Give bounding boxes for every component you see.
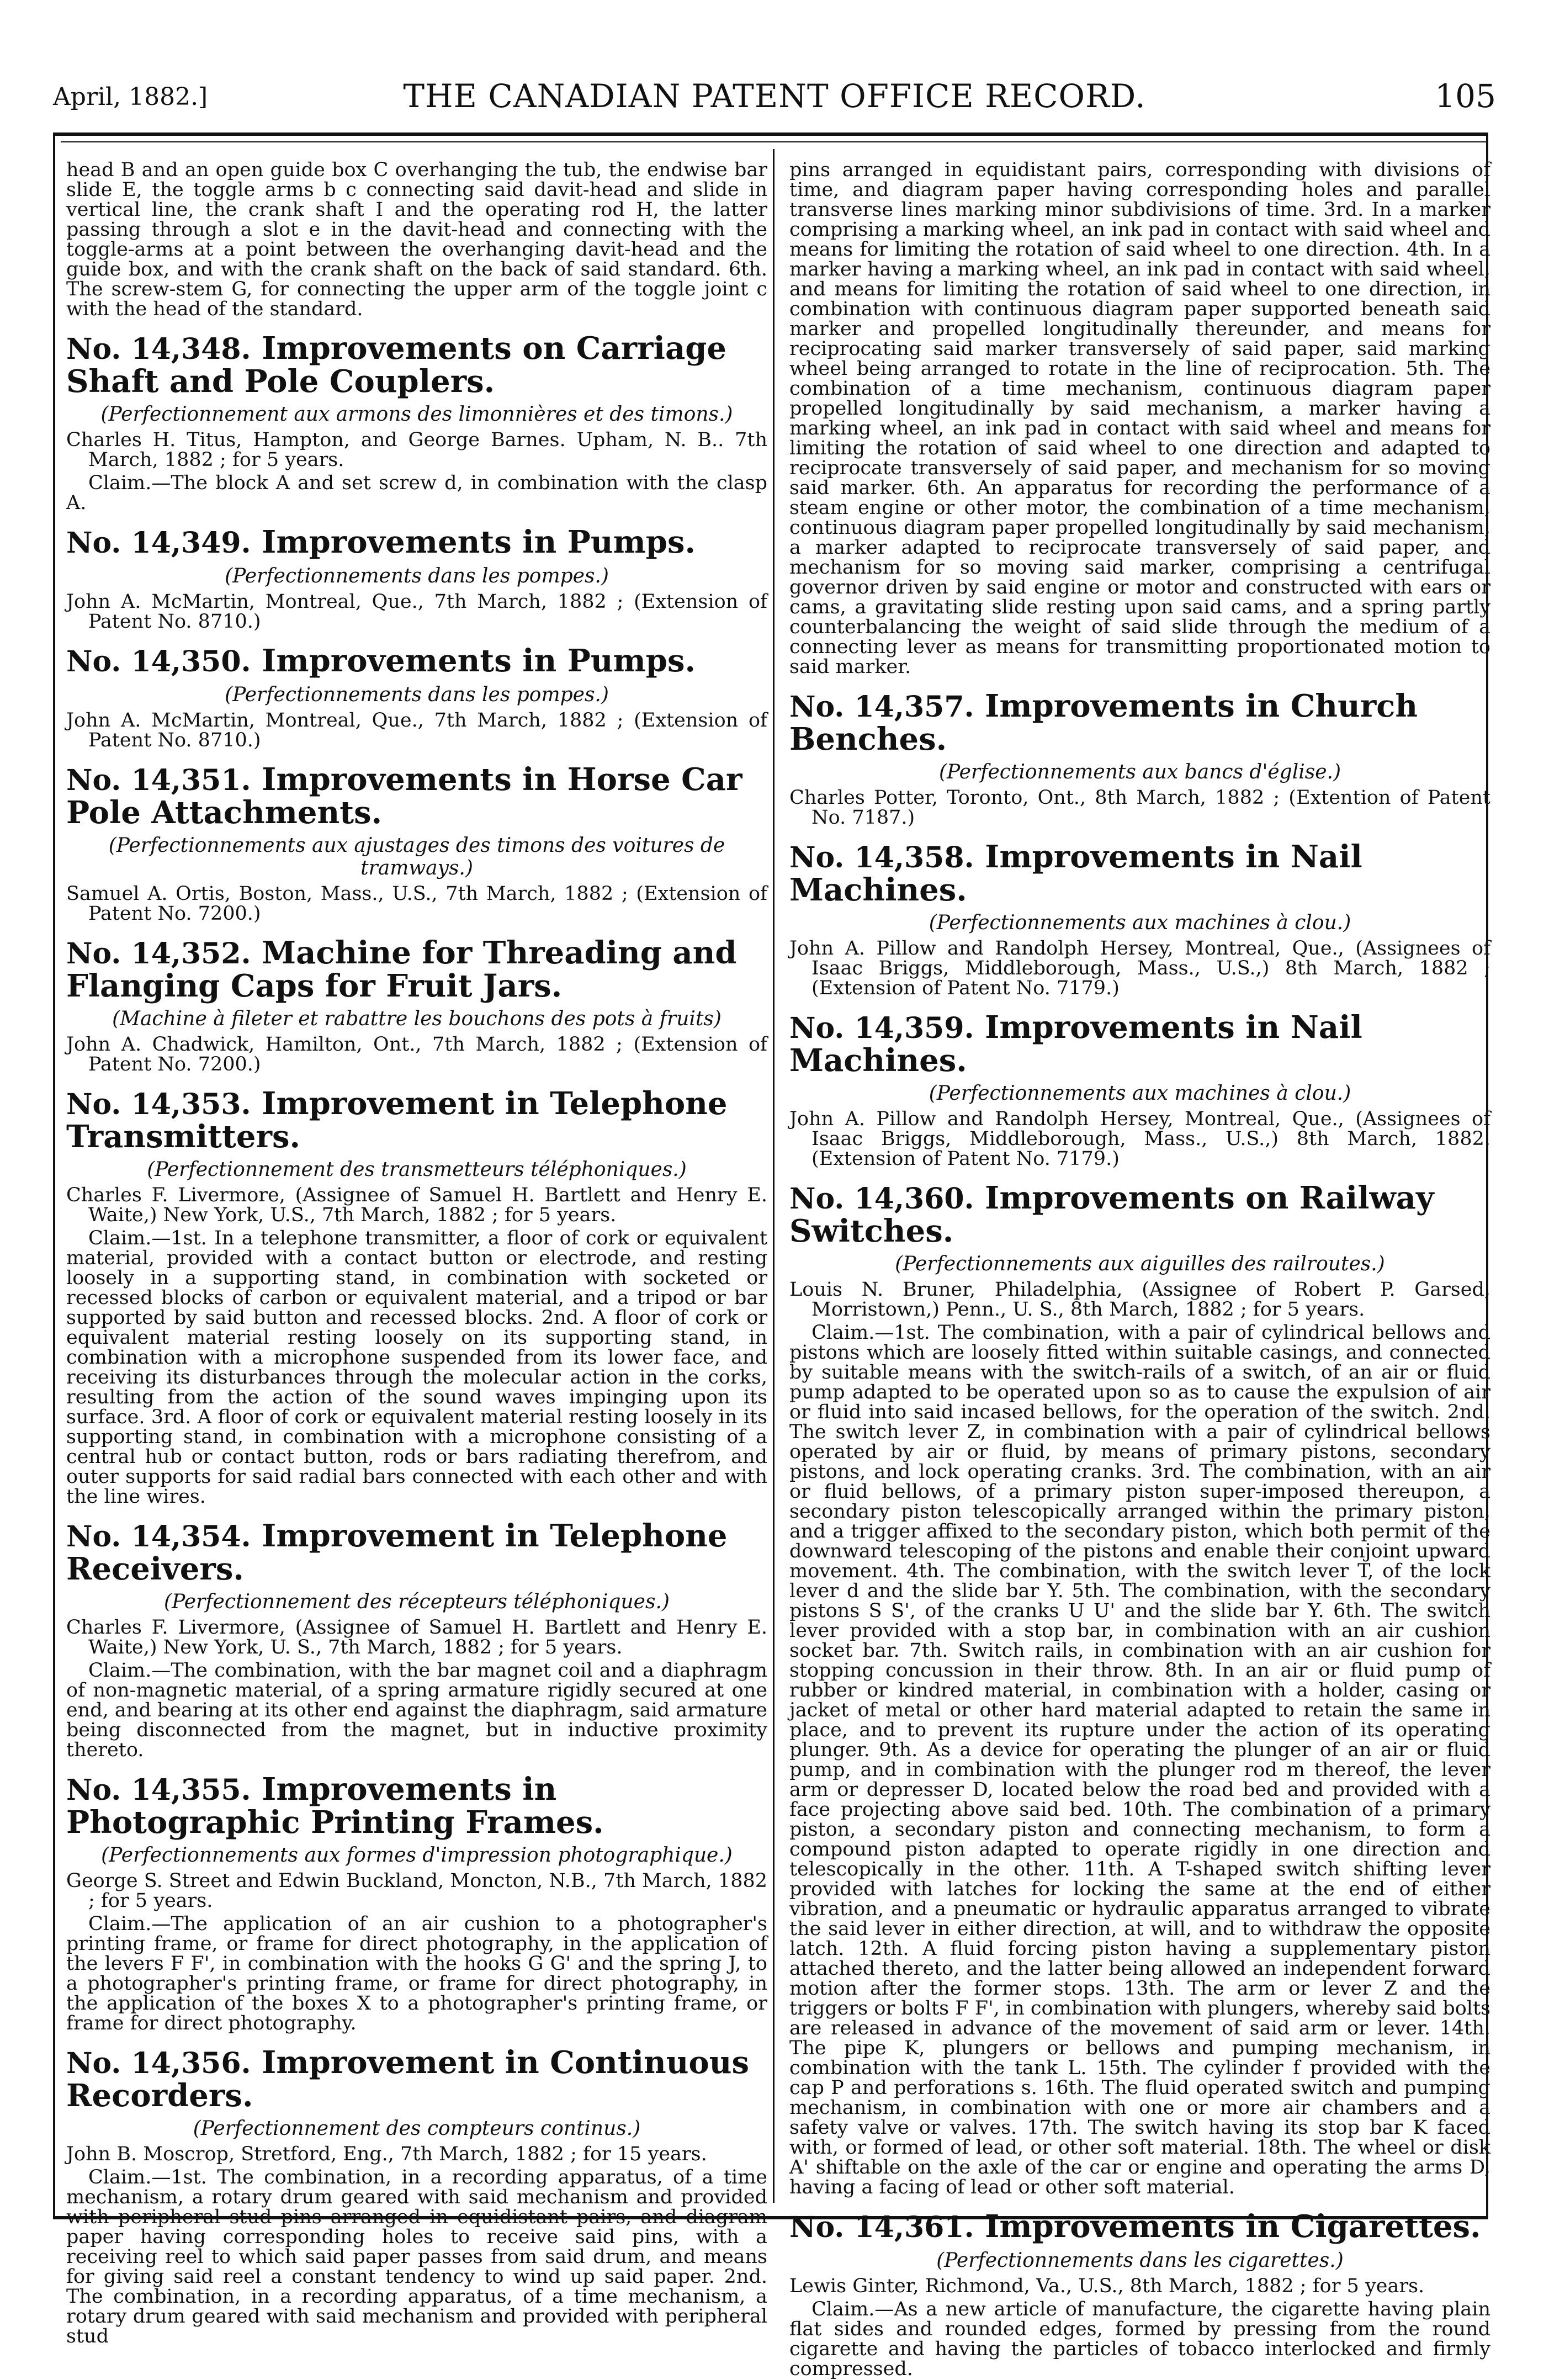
french-title: (Perfectionnements dans les cigarettes.): [936, 2249, 1344, 2272]
inventor-line: John B. Moscrop, Stretford, Eng., 7th March, 1882 ; for 15 years.: [66, 2143, 707, 2165]
patent-title: Improvements in Photographic Printing Frames.: [66, 1771, 604, 1841]
inventor-line: Charles F. Livermore, (Assignee of Samuel H. Bartlett and Henry E. Waite,) New York, U. S., 7th March, 1882 ; for 5 years.: [66, 1616, 767, 1658]
french-title: (Perfectionnements dans les pompes.): [225, 565, 609, 587]
patent-heading: [789, 1011, 1490, 1077]
continued-claim-text: pins arranged in equidistant pairs, corresponding with divisions of time, and diagram paper having corresponding holes and parallel transverse lines marking minor subdivisions of time. 3rd. In a marker comprising a marking wheel, an ink pad in contact with said wheel and means for limiting the rotation of said wheel to one direction. 4th. In a marker having a marking wheel, an ink pad in contact with said wheel, and means for limiting the rotation of said wheel to one direction, in combination with continuous diagram paper supported beneath said marker and propelled longitudinally thereunder, and means for reciprocating said marker transversely of said paper, said marking wheel being arranged to rotate in the line of reciprocation. 5th. The combination of a time mechanism, continuous diagram paper propelled longitudinally by said mechanism, a marker having a marking wheel, an ink pad in contact with said wheel and means for limiting the rotation of said wheel to one direction and adapted to reciprocate transversely of said paper, and mechanism for so moving said marker. 6th. An apparatus for recording the performance of a steam engine or other motor, the combination of a time mechanism, continuous diagram paper propelled longitudinally by said mechanism, a marker adapted to reciprocate transversely of said paper, and mechanism for so moving said marker, comprising a centrifugal governor driven by said engine or motor and constructed with ears or cams, a gravitating slide resting upon said cams, and a spring partly counterbalancing the weight of said slide through the medium of a connecting lever as means for transmitting proportionated motion to said marker.: [789, 159, 1490, 678]
patent-number: No. 14,357.: [789, 690, 974, 724]
patent-title: Improvements in Pumps.: [262, 524, 696, 560]
french-title: (Perfectionnements aux machines à clou.): [929, 1082, 1351, 1105]
publication-title: THE CANADIAN PATENT OFFICE RECORD.: [403, 77, 1146, 115]
right-entries: [789, 690, 1490, 2379]
column-divider: [773, 149, 774, 2203]
patent-title: Machine for Threading and Flanging Caps for Fruit Jars.: [66, 935, 737, 1004]
patent-entry: [66, 645, 767, 750]
patent-heading: [66, 330, 767, 400]
patent-title: Improvements in Pumps.: [262, 643, 696, 679]
patent-heading: [789, 2208, 1490, 2245]
patent-entry: [66, 2044, 767, 2347]
patent-entry: [66, 526, 767, 632]
page-header: [53, 66, 1496, 121]
patent-heading: [66, 526, 767, 559]
patent-entry: [66, 937, 767, 1074]
patent-heading: [66, 1771, 767, 1841]
patent-heading: [66, 645, 767, 678]
patent-number: No. 14,350.: [66, 645, 251, 679]
french-title: (Perfectionnements aux bancs d'église.): [938, 761, 1341, 783]
patent-number: No. 14,360.: [789, 1182, 974, 1216]
patent-number: No. 14,351.: [66, 764, 251, 797]
claim-text: Claim.—As a new article of manufacture, the cigarette having plain flat sides and rounded edges, formed by pressing from the round cigarette and having the particles of tobacco interlocked and firmly compressed.: [789, 2298, 1490, 2380]
patent-number: No. 14,355.: [66, 1773, 251, 1807]
patent-number: No. 14,359.: [789, 1011, 974, 1045]
patent-heading: [789, 841, 1490, 906]
patent-entry: [789, 690, 1490, 828]
patent-entry: [66, 761, 767, 925]
french-title: (Perfectionnements aux formes d'impression photographique.): [101, 1844, 733, 1867]
patent-entry: [66, 1085, 767, 1508]
patent-title: Improvements in Cigarettes.: [985, 2208, 1481, 2245]
patent-heading: [66, 937, 767, 1002]
inventor-line: John A. Chadwick, Hamilton, Ont., 7th March, 1882 ; (Extension of Patent No. 7200.): [66, 1033, 767, 1075]
patent-title: Improvements in Horse Car Pole Attachments.: [66, 761, 742, 831]
french-title: (Machine à fileter et rabattre les bouchons des pots à fruits): [112, 1008, 722, 1030]
patent-title: Improvement in Telephone Transmitters.: [66, 1085, 728, 1155]
inventor-line: John A. Pillow and Randolph Hersey, Montreal, Que., (Assignees of Isaac Briggs, Middleborough, Mass., U.S.,) 8th March, 1882. (Extension of Patent No. 7179.): [789, 1108, 1490, 1170]
patent-title: Improvements in Church Benches.: [789, 688, 1418, 757]
patent-number: No. 14,354.: [66, 1520, 251, 1554]
patent-entry: [789, 2208, 1490, 2380]
patent-title: Improvement in Telephone Receivers.: [66, 1518, 728, 1587]
header-rule: [61, 141, 1488, 142]
patent-title: Improvements on Railway Switches.: [789, 1180, 1434, 1249]
patent-number: No. 14,358.: [789, 841, 974, 874]
inventor-line: Charles H. Titus, Hampton, and George Barnes. Upham, N. B.. 7th March, 1882 ; for 5 years.: [66, 429, 767, 471]
french-title: (Perfectionnements aux aiguilles des railroutes.): [895, 1253, 1385, 1275]
patent-title: Improvements on Carriage Shaft and Pole Couplers.: [66, 330, 727, 400]
right-column: [789, 159, 1490, 2380]
left-column: [66, 159, 767, 2347]
patent-heading: [66, 1520, 767, 1585]
inventor-line: Lewis Ginter, Richmond, Va., U.S., 8th March, 1882 ; for 5 years.: [789, 2275, 1425, 2297]
patent-heading: [66, 761, 767, 831]
claim-text: Claim.—The application of an air cushion to a photographer's printing frame, or frame for direct photography, in the application of the levers F F', in combination with the hooks G G' and the spring J, to a photographer's printing frame, or frame for direct photography, in the application of the boxes X to a photographer's printing frame, or frame for direct photography.: [66, 1913, 767, 2034]
patent-heading: [789, 690, 1490, 755]
patent-entry: [66, 1520, 767, 1760]
claim-text: Claim.—1st. The combination, in a recording apparatus, of a time mechanism, a rotary drum geared with said mechanism and provided with peripheral stud pins arranged in equidistant pairs, and diagram paper having corresponding holes to receive said pins, with a receiving reel to which said paper passes from said drum, and means for giving said reel a constant tendency to wind up said paper. 2nd. The combination, in a recording apparatus, of a time mechanism, a rotary drum geared with said mechanism and provided with peripheral stud: [66, 2166, 767, 2347]
claim-text: Claim.—The block A and set screw d, in combination with the clasp A.: [66, 472, 767, 514]
inventor-line: John A. Pillow and Randolph Hersey, Montreal, Que., (Assignees of Isaac Briggs, Middleborough, Mass., U.S.,) 8th March, 1882 ; (Extension of Patent No. 7179.): [789, 937, 1490, 999]
inventor-line: Charles F. Livermore, (Assignee of Samuel H. Bartlett and Henry E. Waite,) New York, U.S., 7th March, 1882 ; for 5 years.: [66, 1184, 767, 1226]
french-title: (Perfectionnements aux machines à clou.): [929, 911, 1351, 934]
french-title: (Perfectionnement des récepteurs téléphoniques.): [164, 1591, 670, 1613]
page-number: 105: [1435, 77, 1496, 115]
patent-entry: [66, 1773, 767, 2033]
inventor-line: George S. Street and Edwin Buckland, Moncton, N.B., 7th March, 1882 ; for 5 years.: [66, 1870, 767, 1912]
patent-number: No. 14,353.: [66, 1088, 251, 1121]
patent-entry: [66, 332, 767, 513]
claim-text: Claim.—1st. In a telephone transmitter, a floor of cork or equivalent material, provided with a contact button or electrode, and resting loosely in a supporting stand, in combination with socketed or recessed blocks of carbon or equivalent material, and a tripod or bar supported by said button and recessed blocks. 2nd. A floor of cork or equivalent material resting loosely on its supporting stand, in combination with a microphone suspended from its lower face, and receiving its disturbances through the molecular action in the corks, resulting from the action of the sound waves impinging upon its surface. 3rd. A floor of cork or equivalent material resting loosely in its supporting stand, in combination with a microphone consisting of a central hub or contact button, rods or bars radiating therefrom, and outer supports for said radial bars connected with each other and with the line wires.: [66, 1227, 767, 1508]
inventor-line: Samuel A. Ortis, Boston, Mass., U.S., 7th March, 1882 ; (Extension of Patent No. 7200.): [66, 883, 767, 925]
continued-claim-text: head B and an open guide box C overhanging the tub, the endwise bar slide E, the toggle arms b c connecting said davit-head and slide in vertical line, the crank shaft I and the operating rod H, the latter passing through a slot e in the davit-head and connecting with the toggle-arms at a point between the overhanging davit-head and the guide box, and with the crank shaft on the back of said standard. 6th. The screw-stem G, for connecting the upper arm of the toggle joint c with the head of the standard.: [66, 159, 767, 320]
patent-number: No. 14,352.: [66, 937, 251, 971]
patent-entry: [789, 1011, 1490, 1169]
patent-heading: [66, 2044, 767, 2114]
french-title: (Perfectionnements dans les pompes.): [225, 683, 609, 706]
patent-title: Improvements in Nail Machines.: [789, 839, 1362, 908]
inventor-line: Charles Potter, Toronto, Ont., 8th March, 1882 ; (Extention of Patent No. 7187.): [789, 787, 1490, 829]
issue-date: April, 1882.]: [53, 83, 208, 111]
patent-title: Improvement in Continuous Recorders.: [66, 2044, 749, 2114]
patent-number: No. 14,361.: [789, 2211, 974, 2244]
patent-entry: [789, 841, 1490, 998]
left-entries: [66, 332, 767, 2346]
patent-entry: [789, 1182, 1490, 2197]
patent-heading: [66, 1085, 767, 1155]
inventor-line: John A. McMartin, Montreal, Que., 7th March, 1882 ; (Extension of Patent No. 8710.): [66, 591, 767, 633]
claim-text: Claim.—1st. The combination, with a pair of cylindrical bellows and pistons which are loosely fitted within suitable casings, and connected by suitable means with the switch-rails of a switch, of an air or fluid pump adapted to be operated upon so as to cause the expulsion of air or fluid into said incased bellows, for the operation of the switch. 2nd. The switch lever Z, in combination with a pair of cylindrical bellows operated by air or fluid, by means of primary pistons, secondary pistons, and lock operating cranks. 3rd. The combination, with an air or fluid bellows, of a primary piston super-imposed thereupon, a secondary piston telescopically arranged within the primary piston, and a trigger affixed to the secondary piston, which both permit of the downward telescoping of the pistons and enable their conjoint upward movement. 4th. The combination, with the switch lever T, of the lock lever d and the slide bar Y. 5th. The combination, with the secondary pistons S S', of the cranks U U' and the slide bar Y. 6th. The switch lever provided with a stop bar, in combination with an air cushion socket bar. 7th. Switch rails, in combination with an air cushion for stopping concussion in their throw. 8th. In an air or fluid pump of rubber or kindred material, in combination with a holder, casing or jacket of metal or other hard material adapted to retain the same in place, and to prevent its rupture under the action of its operating plunger. 9th. As a device for operating the plunger of an air or fluid pump, and in combination with the plunger rod m thereof, the lever arm or depresser D, located below the road bed and provided with a face projecting above said bed. 10th. The combination of a primary piston, a secondary piston and connecting mechanism, to form a compound piston adapted to operate rigidly in one direction and telescopically in the other. 11th. A T-shaped switch shifting lever provided with latches for locking the same at the end of either vibration, and a pneumatic or hydraulic apparatus arranged to vibrate the said lever in either direction, at will, and to withdraw the opposite latch. 12th. A fluid forcing piston having a supplementary piston attached thereto, and the latter being allowed an independent forward motion after the former stops. 13th. The arm or lever Z and the triggers or bolts F F', in combination with plungers, whereby said bolts are released in advance of the movement of said arm or lever. 14th. The pipe K, plungers or bellows and pumping mechanism, in combination with the tank L. 15th. The cylinder f provided with the cap P and perforations s. 16th. The fluid operated switch and pumping mechanism, in combination with one or more air chambers and a safety valve or valves. 17th. The switch having its stop bar K faced with, or formed of lead, or other soft material. 18th. The wheel or disk A' shiftable on the axle of the car or engine and operating the arms D, having a facing of lead or other soft material.: [789, 1322, 1490, 2198]
french-title: (Perfectionnement des compteurs continus.): [193, 2117, 641, 2140]
french-title: (Perfectionnements aux ajustages des timons des voitures de tramways.): [108, 834, 725, 879]
patent-heading: [789, 1182, 1490, 1247]
patent-number: No. 14,348.: [66, 332, 251, 366]
inventor-line: John A. McMartin, Montreal, Que., 7th March, 1882 ; (Extension of Patent No. 8710.): [66, 709, 767, 751]
patent-title: Improvements in Nail Machines.: [789, 1009, 1362, 1079]
french-title: (Perfectionnement aux armons des limonnières et des timons.): [100, 403, 733, 426]
patent-number: No. 14,349.: [66, 526, 251, 560]
patent-number: No. 14,356.: [66, 2047, 251, 2080]
claim-text: Claim.—The combination, with the bar magnet coil and a diaphragm of non-magnetic material, of a spring armature rigidly secured at one end, and bearing at its other end against the diaphragm, said armature being disconnected from the magnet, but in inductive proximity thereto.: [66, 1660, 767, 1761]
french-title: (Perfectionnement des transmetteurs téléphoniques.): [147, 1158, 687, 1181]
inventor-line: Louis N. Bruner, Philadelphia, (Assignee of Robert P. Garsed, Morristown,) Penn., U. S., 8th March, 1882 ; for 5 years.: [789, 1279, 1490, 1321]
